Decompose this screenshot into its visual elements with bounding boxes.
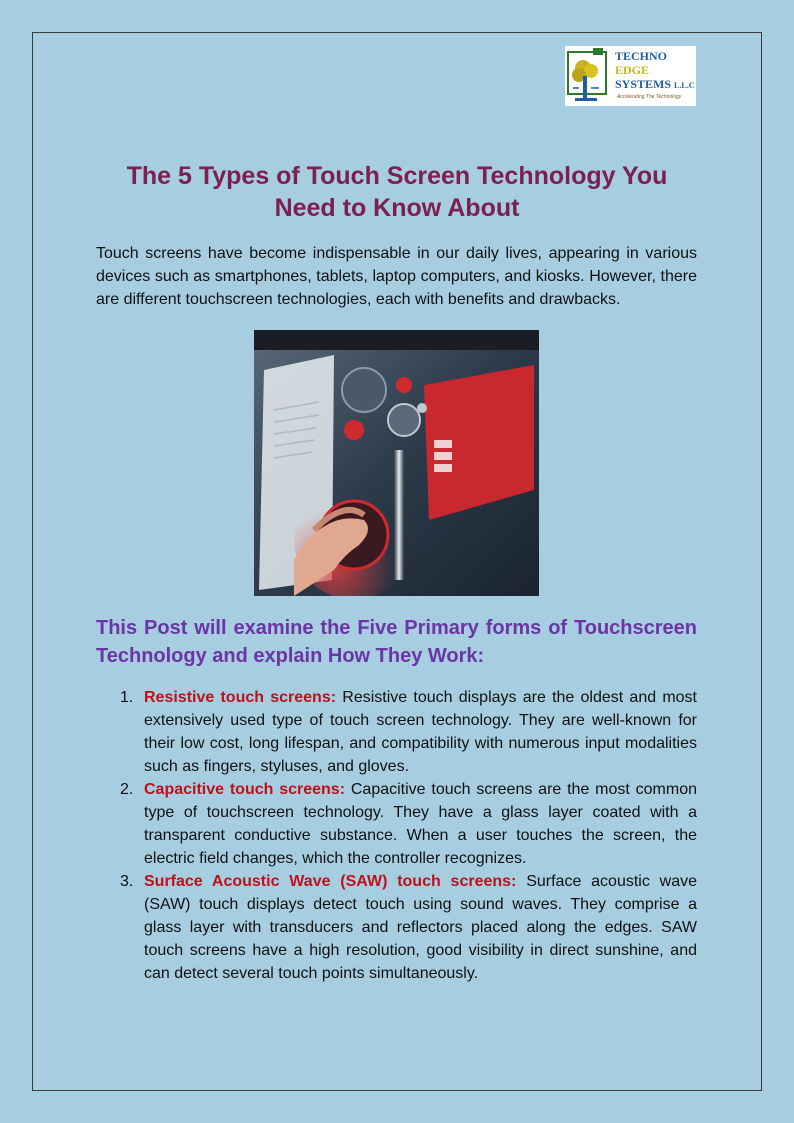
- touchscreen-kiosk-photo: [254, 330, 539, 596]
- tree-monitor-logo-icon: [565, 46, 613, 106]
- list-item: [96, 870, 697, 985]
- logo-wordmark: [615, 49, 694, 93]
- list-item: [96, 686, 697, 778]
- list-number: 1.: [120, 689, 134, 706]
- logo-llc: L.L.C: [674, 81, 695, 90]
- page-title: The 5 Types of Touch Screen Technology You Need to Know About: [126, 162, 668, 222]
- logo-line-systems: SYSTEMS: [615, 77, 672, 91]
- section-subheading: This Post will examine the Five Primary forms of Touchscreen Technology and explain How They Work:: [96, 617, 697, 667]
- list-number: 3.: [120, 873, 134, 890]
- type-term: Resistive touch screens:: [144, 689, 337, 706]
- type-term: Capacitive touch screens:: [144, 781, 346, 798]
- type-description: Capacitive touch screens are the most common type of touchscreen technology. They have a glass layer coated with a transparent conductive substance. When a user touches the screen, the electric field changes, which the controller recognizes.: [144, 781, 698, 867]
- type-description: Resistive touch displays are the oldest and most extensively used type of touch screen technology. They are well-known for their low cost, long lifespan, and compatibility with numerous input modalities such as fingers, styluses, and gloves.: [144, 689, 698, 775]
- list-item: [96, 778, 697, 870]
- touchscreen-types-list: [96, 686, 697, 985]
- type-description: Surface acoustic wave (SAW) touch displays detect touch using sound waves. They comprise a glass layer with transducers and reflectors placed along the edges. SAW touch screens have a high resolution, good visibility in direct sunshine, and can detect several touch points simultaneously.: [144, 873, 697, 982]
- logo-line-edge: EDGE: [615, 63, 650, 77]
- type-term: Surface Acoustic Wave (SAW) touch screens:: [144, 873, 517, 890]
- logo-line-techno: TECHNO: [615, 49, 668, 63]
- list-number: 2.: [120, 781, 134, 798]
- logo-tagline: Accelerating The Technology: [617, 94, 682, 100]
- intro-paragraph: Touch screens have become indispensable in our daily lives, appearing in various devices such as smartphones, tablets, laptop computers, and kiosks. However, there are different touchscreen technologies, each with benefits and drawbacks.: [96, 245, 697, 308]
- company-logo: [565, 46, 696, 106]
